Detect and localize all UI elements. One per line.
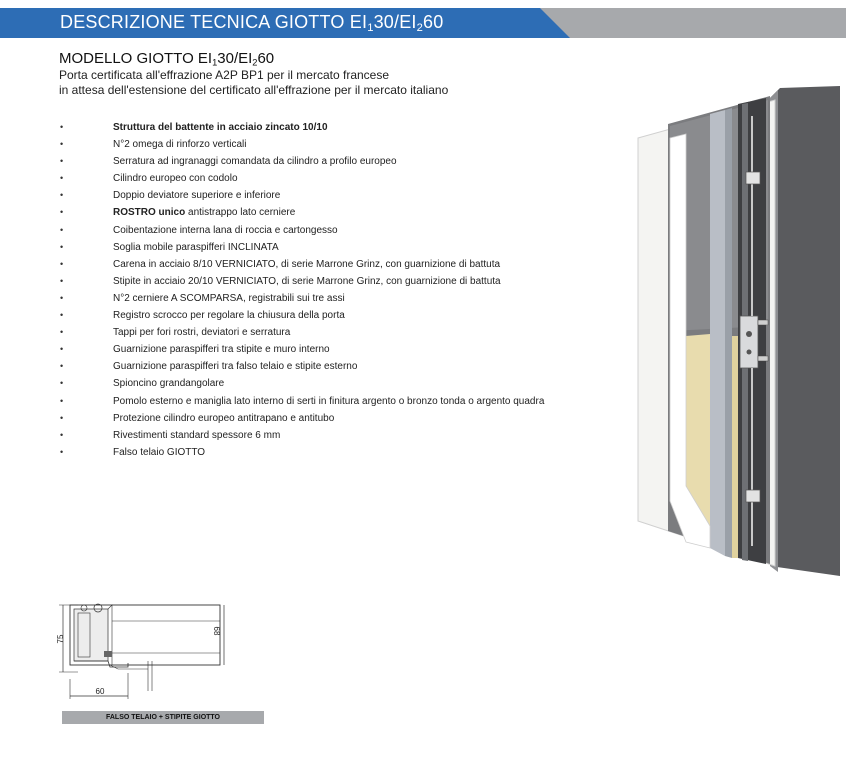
bullet-icon: •	[60, 139, 64, 150]
bullet-icon: •	[60, 327, 64, 338]
bullet-icon: •	[60, 395, 64, 406]
upper-deviator	[746, 172, 760, 184]
bullet-icon: •	[60, 429, 64, 440]
page-title: DESCRIZIONE TECNICA GIOTTO $EI_130/EI_260$	[60, 12, 444, 34]
bullet-icon: •	[60, 378, 64, 389]
bullet-icon: •	[60, 190, 64, 201]
bullet-icon: •	[60, 412, 64, 423]
bullet-icon: •	[60, 207, 64, 218]
omega-reinforcement	[710, 110, 725, 556]
lower-deviator	[746, 490, 760, 502]
dimension-75: 75	[56, 634, 65, 644]
bullet-icon: •	[60, 122, 64, 132]
bullet-icon: •	[60, 310, 64, 321]
bullet-icon: •	[60, 292, 64, 303]
bullet-icon: •	[60, 258, 64, 269]
bullet-icon: •	[60, 241, 64, 252]
dimension-68: 68	[212, 626, 221, 636]
lock-box	[740, 316, 758, 368]
model-title: MODELLO GIOTTO $EI_130/EI_260$	[59, 50, 275, 68]
door-frame	[770, 86, 840, 576]
bullet-icon: •	[60, 156, 64, 167]
bullet-icon: •	[60, 173, 64, 184]
subtitle-line-2: in attesa dell'estensione del certificato all'effrazione per il mercato italiano	[59, 83, 449, 97]
profile-caption: FALSO TELAIO + STIPITE GIOTTO	[105, 714, 221, 721]
dimension-60: 60	[95, 687, 105, 696]
bullet-icon: •	[60, 224, 64, 235]
bullet-icon: •	[60, 275, 64, 286]
bullet-icon: •	[60, 446, 64, 457]
subtitle-line-1: Porta certificata all'effrazione A2P BP1 per il mercato francese	[59, 68, 390, 82]
bullet-icon: •	[60, 361, 64, 372]
frame-profile-drawing	[48, 595, 238, 710]
door-cutaway-illustration	[630, 86, 840, 576]
bullet-icon: •	[60, 344, 64, 355]
